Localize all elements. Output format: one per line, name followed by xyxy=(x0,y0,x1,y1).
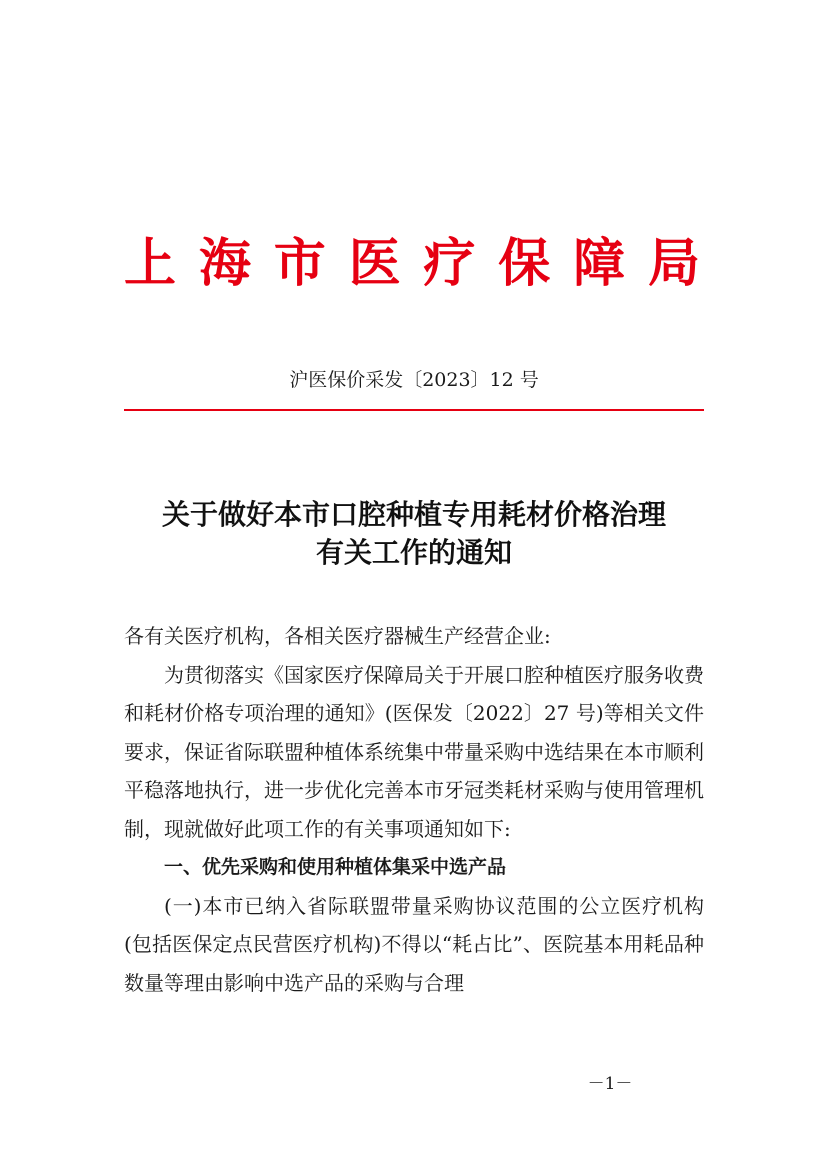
document-body xyxy=(124,617,704,1002)
body-paragraph-2: (一)本市已纳入省际联盟带量采购协议范围的公立医疗机构(包括医保定点民营医疗机构)不得以“耗占比”、医院基本用耗品种数量等理由影响中选产品的采购与合理 xyxy=(124,893,704,995)
salutation: 各有关医疗机构，各相关医疗器械生产经营企业: xyxy=(124,624,551,648)
page-number: －1－ xyxy=(587,1074,633,1094)
document-number: 沪医保价采发〔2023〕12 号 xyxy=(289,369,539,391)
red-divider-line xyxy=(124,409,704,411)
organization-header: 上海市医疗保障局 xyxy=(124,234,704,294)
section-heading-1: 一、优先采购和使用种植体集采中选产品 xyxy=(164,856,507,878)
title-line-2: 有关工作的通知 xyxy=(315,536,512,569)
document-title xyxy=(124,496,704,572)
body-paragraph-1: 为贯彻落实《国家医疗保障局关于开展口腔种植医疗服务收费和耗材价格专项治理的通知》(医保发〔2022〕27 号)等相关文件要求，保证省际联盟种植体系统集中带量采购中选结果在本市顺利平稳落地执行，进一步优化完善本市牙冠类耗材采购与使用管理机制，现就做好此项工作的有关事项通知如下: xyxy=(124,662,704,841)
title-line-1: 关于做好本市口腔种植专用耗材价格治理 xyxy=(161,498,666,531)
